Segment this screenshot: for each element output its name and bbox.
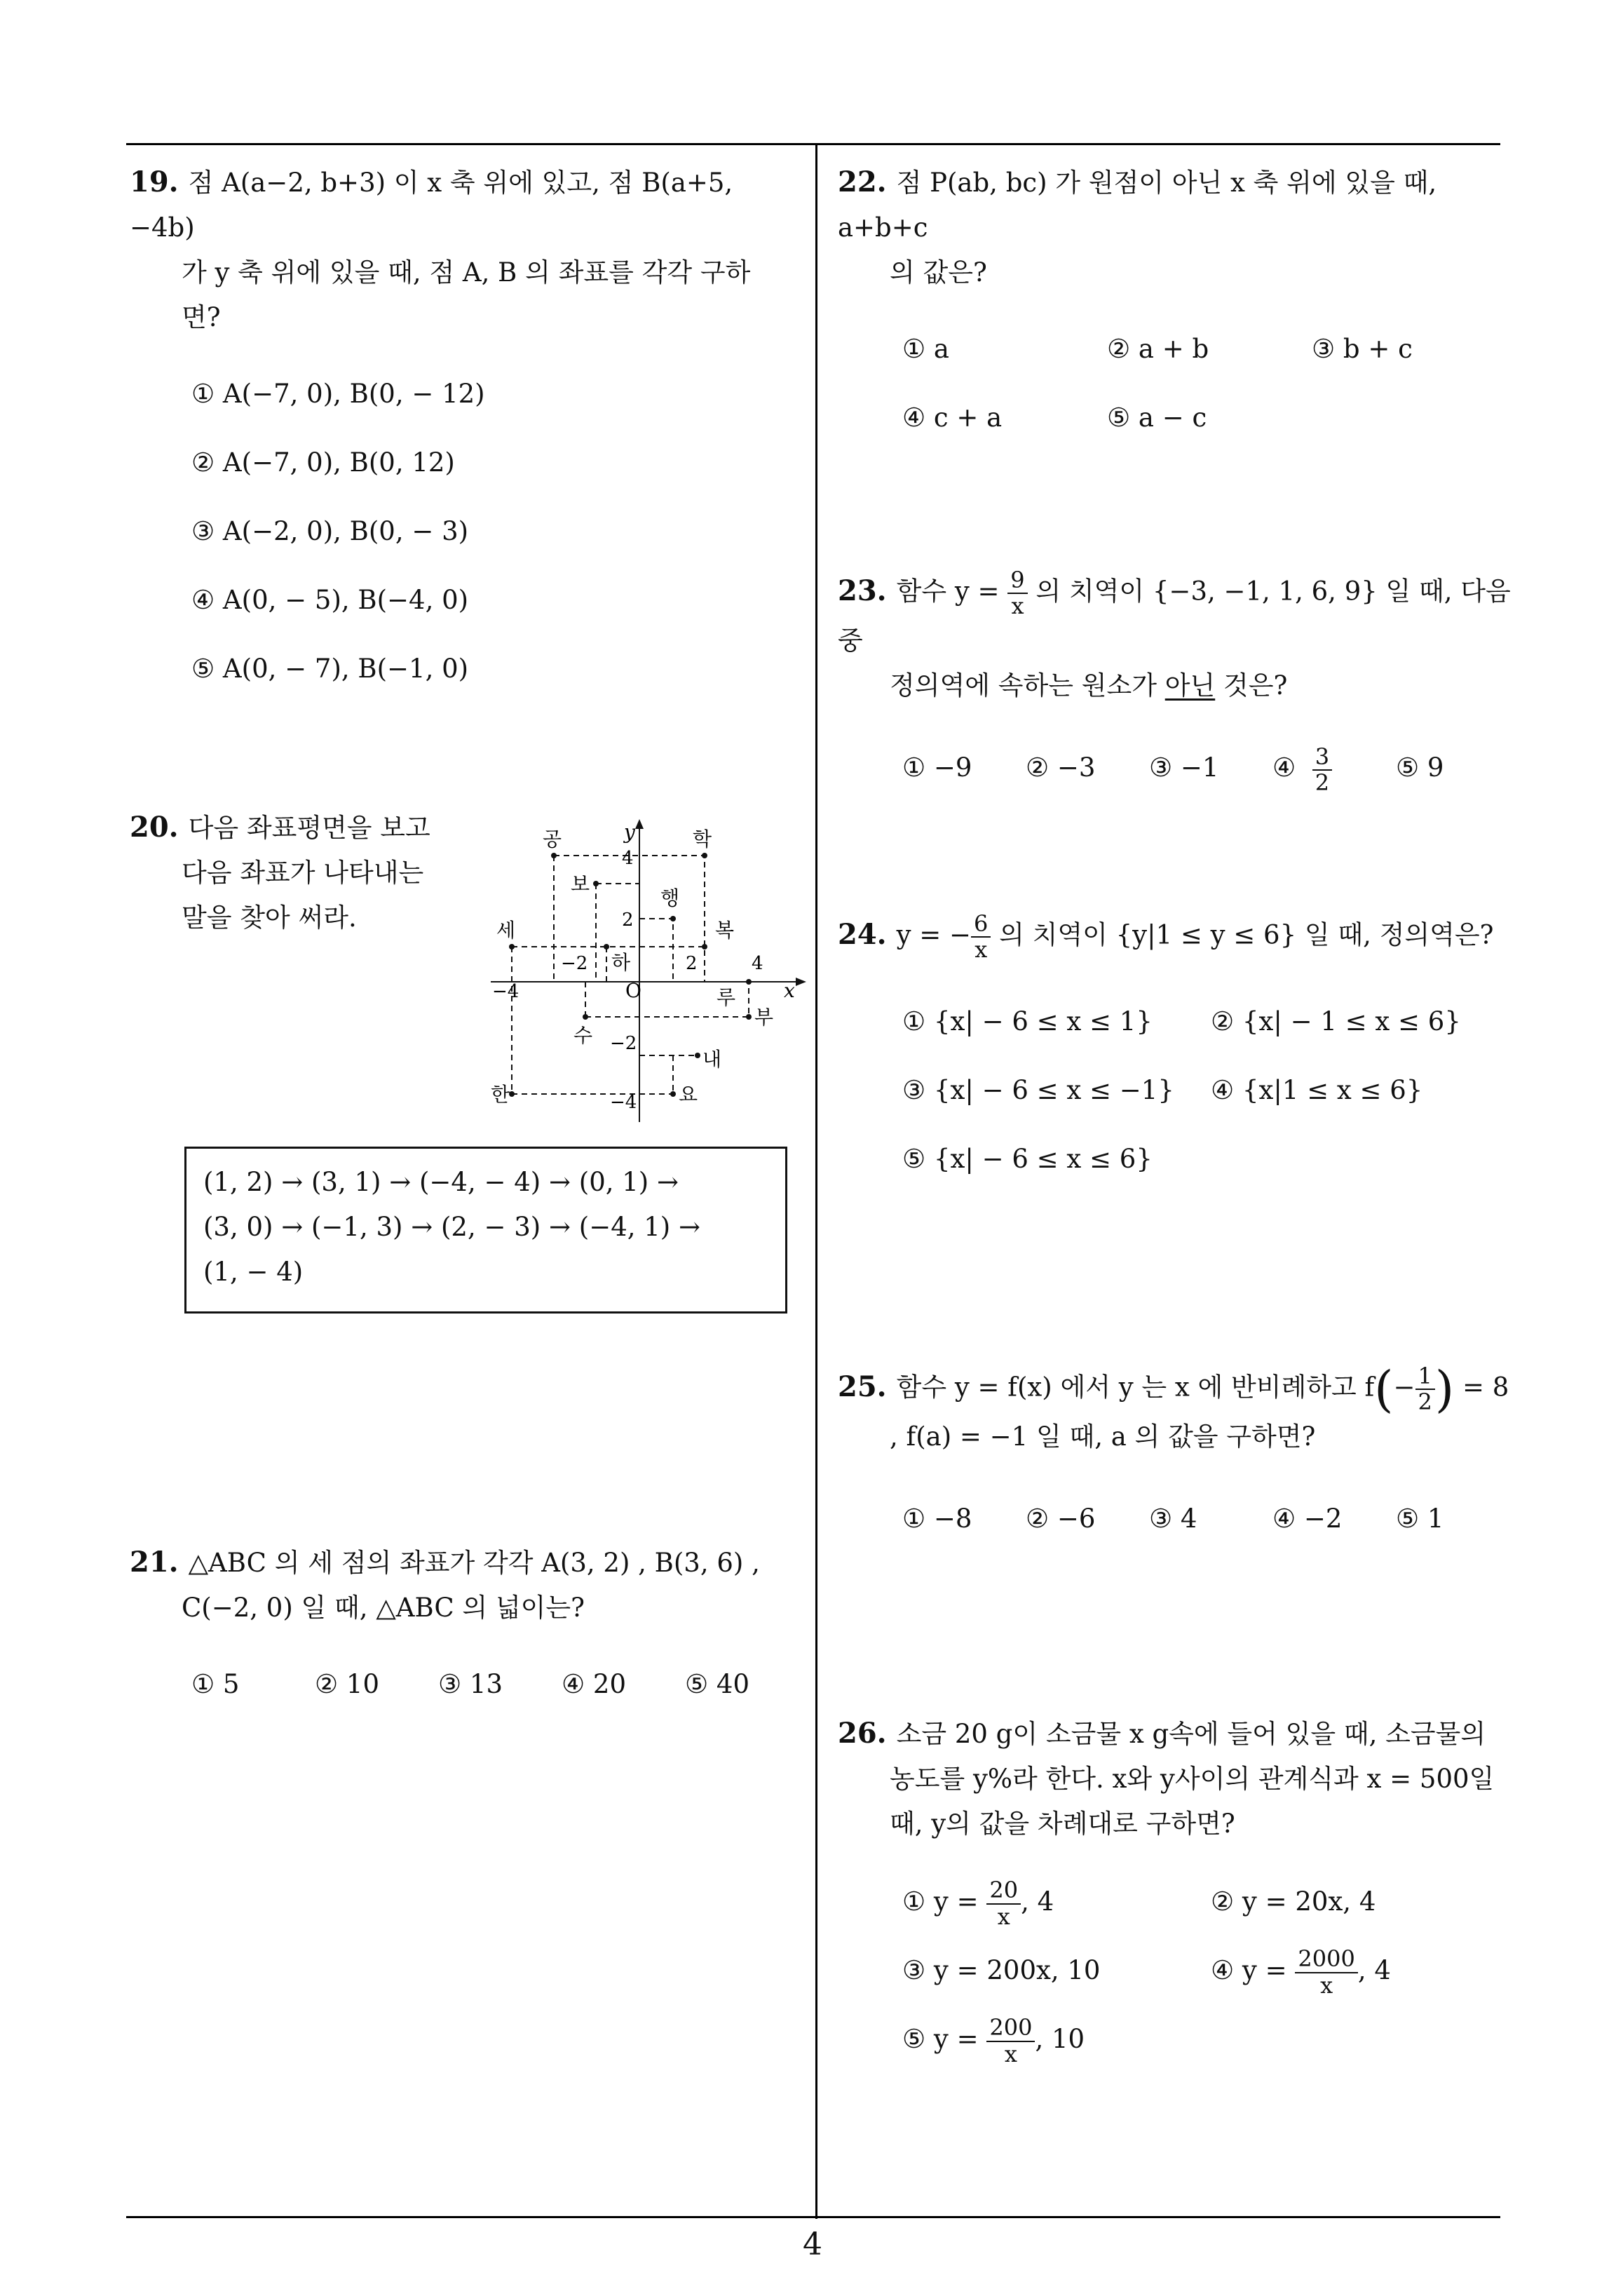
box-line-2: (3, 0) → (−1, 3) → (2, − 3) → (−4, 1) → bbox=[203, 1212, 700, 1242]
question-24-options bbox=[838, 987, 1511, 1194]
tick-y-2: 2 bbox=[622, 910, 634, 931]
option-1[interactable]: ① a bbox=[902, 334, 949, 364]
underlined-word: 아닌 bbox=[1164, 670, 1216, 701]
fraction: $\frac{1}{2}$ bbox=[1415, 1364, 1435, 1414]
option-4[interactable]: ④ {x|1 ≤ x ≤ 6} bbox=[1211, 1075, 1423, 1106]
option-4[interactable]: ④ 20 bbox=[562, 1669, 627, 1699]
question-26-line-2: 농도를 y%라 한다. x와 y사이의 관계식과 x = 500일 bbox=[890, 1764, 1495, 1794]
option-2[interactable]: ② −6 bbox=[1026, 1504, 1096, 1534]
option-5[interactable]: ⑤ a − c bbox=[1107, 403, 1207, 433]
point-label-ha: 하 bbox=[611, 951, 631, 974]
option-3[interactable]: ③ y = 200x, 10 bbox=[902, 1955, 1101, 1985]
question-22-options bbox=[838, 315, 1511, 452]
question-19-line-2: 가 y 축 위에 있을 때, 점 A, B 의 좌표를 각각 구하 bbox=[182, 257, 751, 288]
question-21-line-2: C(−2, 0) 일 때, △ABC 의 넓이는? bbox=[182, 1593, 585, 1623]
question-23 bbox=[838, 568, 1511, 802]
fraction: $\frac{9}{x}$ bbox=[1007, 568, 1027, 619]
options-row-1 bbox=[902, 987, 1511, 1056]
question-20-line-3: 말을 찾아 써라. bbox=[182, 903, 357, 933]
point-label-han: 한 bbox=[491, 1083, 510, 1106]
question-number: 25. bbox=[838, 1370, 887, 1403]
y-axis-arrow bbox=[635, 819, 644, 829]
question-26-line-3: 때, y의 값을 차례대로 구하면? bbox=[890, 1809, 1235, 1839]
option-2[interactable]: ② 10 bbox=[315, 1669, 380, 1699]
option-1[interactable]: ① −8 bbox=[902, 1504, 972, 1534]
option-1[interactable]: ① 5 bbox=[191, 1669, 240, 1699]
tick-x-neg2: −2 bbox=[561, 953, 588, 974]
option-4[interactable]: ④ $\frac{3}{2}$ bbox=[1272, 734, 1396, 802]
option-3[interactable]: ③ −1 bbox=[1149, 752, 1219, 783]
question-26-options bbox=[838, 1868, 1511, 2074]
question-number: 26. bbox=[838, 1717, 887, 1750]
question-20 bbox=[130, 805, 494, 940]
option-5[interactable]: ⑤ 1 bbox=[1396, 1504, 1444, 1534]
point-label-se: 세 bbox=[496, 919, 516, 942]
question-24-line-1: 24. y = − $\frac{6}{x}$ 의 치역이 {y|1 ≤ y ≤ 6} 일 때, 정의역은? bbox=[838, 910, 1494, 964]
tick-x-2: 2 bbox=[686, 953, 698, 974]
question-24 bbox=[838, 912, 1511, 1194]
point-label-ru: 루 bbox=[717, 986, 736, 1009]
fraction: $\frac{2000}{x}$ bbox=[1295, 1947, 1357, 1997]
tick-x-neg4: −4 bbox=[492, 981, 520, 1002]
option-4[interactable]: ④ c + a bbox=[902, 403, 1003, 433]
option-2[interactable]: ② A(−7, 0), B(0, 12) bbox=[191, 447, 455, 478]
option-1[interactable]: ① A(−7, 0), B(0, − 12) bbox=[191, 379, 485, 409]
question-25-line-1: 25. 함수 y = f(x) 에서 y 는 x 에 반비례하고 f(− $\frac{1}{2}$ ) = 8 bbox=[838, 1360, 1509, 1419]
question-21 bbox=[130, 1540, 810, 1719]
page-number: 4 bbox=[803, 2227, 822, 2262]
fraction: $\frac{6}{x}$ bbox=[971, 912, 991, 962]
option-5[interactable]: ⑤ 40 bbox=[685, 1669, 750, 1699]
question-23-line-1: 23. 함수 y = $\frac{9}{x}$ 의 치역이 {−3, −1, 1, 6, 9} 일 때, 다음 중 bbox=[838, 567, 1511, 656]
x-axis-arrow bbox=[796, 978, 806, 986]
top-rule bbox=[126, 143, 1500, 145]
options-row-3 bbox=[902, 2005, 1511, 2074]
option-3[interactable]: ③ 13 bbox=[438, 1669, 503, 1699]
option-1[interactable]: ① {x| − 6 ≤ x ≤ 1} bbox=[902, 1006, 1153, 1037]
question-number: 20. bbox=[130, 811, 179, 844]
question-number: 19. bbox=[130, 166, 179, 198]
tick-y-neg4: −4 bbox=[610, 1092, 637, 1113]
option-2[interactable]: ② a + b bbox=[1107, 334, 1209, 364]
fraction: $\frac{3}{2}$ bbox=[1312, 745, 1332, 795]
question-23-options bbox=[838, 734, 1511, 802]
question-number: 24. bbox=[838, 917, 887, 951]
option-3[interactable]: ③ {x| − 6 ≤ x ≤ −1} bbox=[902, 1075, 1174, 1106]
x-axis-label: x bbox=[784, 979, 795, 1002]
question-number: 23. bbox=[838, 574, 887, 607]
tick-y-4: 4 bbox=[622, 848, 634, 869]
bottom-rule bbox=[126, 2216, 1500, 2218]
options-row-3 bbox=[902, 1125, 1511, 1194]
option-2[interactable]: ② −3 bbox=[1026, 752, 1096, 783]
option-4[interactable]: ④ −2 bbox=[1272, 1504, 1343, 1534]
point-label-yo: 요 bbox=[679, 1083, 698, 1106]
question-21-options bbox=[130, 1650, 810, 1719]
question-19-options bbox=[130, 360, 803, 703]
question-number: 21. bbox=[130, 1546, 179, 1579]
option-2[interactable]: ② y = 20x, 4 bbox=[1211, 1886, 1376, 1917]
point-label-bok: 복 bbox=[715, 919, 735, 942]
box-line-1: (1, 2) → (3, 1) → (−4, − 4) → (0, 1) → bbox=[203, 1167, 679, 1197]
option-4[interactable]: ④ A(0, − 5), B(−4, 0) bbox=[191, 585, 469, 615]
question-20-line-2: 다음 좌표가 나타내는 bbox=[182, 858, 424, 888]
options-row-2 bbox=[902, 384, 1511, 452]
option-3[interactable]: ③ 4 bbox=[1149, 1504, 1197, 1534]
point-label-haeng: 행 bbox=[660, 886, 680, 910]
question-26-line-1: 26. 소금 20 g이 소금물 x g속에 들어 있을 때, 소금물의 bbox=[838, 1717, 1486, 1750]
question-20-line-1: 20. 다음 좌표평면을 보고 bbox=[130, 811, 430, 844]
option-5[interactable]: ⑤ A(0, − 7), B(−1, 0) bbox=[191, 654, 469, 684]
question-19-line-3: 면? bbox=[182, 302, 221, 332]
option-1[interactable]: ① −9 bbox=[902, 752, 972, 783]
question-19-line-1: 19. 점 A(a−2, b+3) 이 x 축 위에 있고, 점 B(a+5, −4b) bbox=[130, 166, 733, 243]
option-4[interactable]: ④ y = $\frac{2000}{x}$ , 4 bbox=[1211, 1945, 1391, 1999]
column-divider bbox=[815, 143, 817, 2219]
question-23-line-2: 정의역에 속하는 원소가 아닌 것은? bbox=[890, 670, 1288, 701]
tick-y-neg2: −2 bbox=[610, 1033, 637, 1054]
question-22-line-1: 22. 점 P(ab, bc) 가 원점이 아닌 x 축 위에 있을 때, a+b+c bbox=[838, 166, 1437, 243]
question-25-options bbox=[838, 1485, 1511, 1553]
option-3[interactable]: ③ A(−2, 0), B(0, − 3) bbox=[191, 516, 469, 546]
option-3[interactable]: ③ b + c bbox=[1312, 334, 1413, 364]
option-2[interactable]: ② {x| − 1 ≤ x ≤ 6} bbox=[1211, 1006, 1461, 1037]
point-label-bo: 보 bbox=[571, 872, 590, 896]
question-21-line-1: 21. △ABC 의 세 점의 좌표가 각각 A(3, 2) , B(3, 6) , bbox=[130, 1546, 760, 1579]
options-row-1 bbox=[902, 315, 1511, 384]
point-label-su: 수 bbox=[573, 1024, 593, 1047]
fraction: $\frac{200}{x}$ bbox=[986, 2015, 1035, 2066]
tick-x-4: 4 bbox=[752, 953, 763, 974]
point-label-nae: 내 bbox=[702, 1048, 722, 1071]
question-22 bbox=[838, 160, 1511, 452]
y-axis-label: y bbox=[624, 821, 635, 844]
option-1[interactable]: ① y = $\frac{20}{x}$ , 4 bbox=[902, 1877, 1054, 1930]
options-row-2 bbox=[902, 1056, 1511, 1125]
coordinate-plane-figure bbox=[484, 813, 806, 1129]
origin-label: O bbox=[625, 979, 641, 1002]
box-line-3: (1, − 4) bbox=[203, 1257, 304, 1287]
question-26 bbox=[838, 1711, 1511, 2074]
options-row-1 bbox=[902, 1868, 1511, 1936]
question-25 bbox=[838, 1360, 1511, 1553]
coordinate-sequence-box bbox=[184, 1147, 787, 1314]
option-5[interactable]: ⑤ y = $\frac{200}{x}$ , 10 bbox=[902, 2014, 1085, 2067]
fraction: $\frac{20}{x}$ bbox=[986, 1878, 1021, 1929]
option-5[interactable]: ⑤ 9 bbox=[1396, 752, 1444, 783]
point-label-bu: 부 bbox=[754, 1006, 774, 1029]
point-label-hak: 학 bbox=[693, 828, 712, 851]
question-number: 22. bbox=[838, 166, 887, 198]
option-5[interactable]: ⑤ {x| − 6 ≤ x ≤ 6} bbox=[902, 1144, 1153, 1175]
question-22-line-2: 의 값은? bbox=[890, 257, 987, 288]
options-row-2 bbox=[902, 1936, 1511, 2005]
point-label-gong: 공 bbox=[543, 828, 562, 851]
question-19 bbox=[130, 160, 803, 703]
question-25-line-2: , f(a) = −1 일 때, a 의 값을 구하면? bbox=[890, 1422, 1316, 1452]
